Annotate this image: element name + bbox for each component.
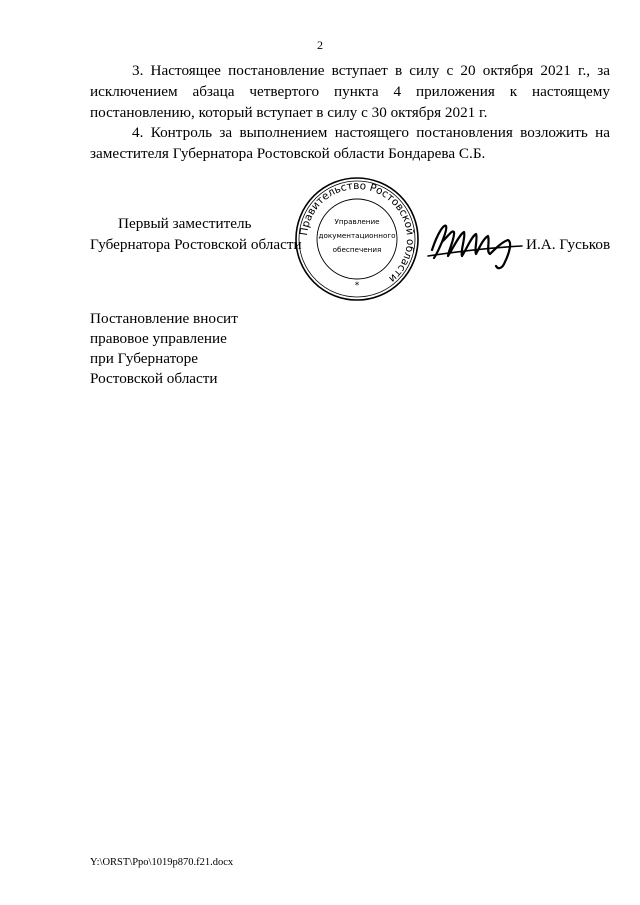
paragraph-4: 4. Контроль за выполнением настоящего постановления возложить на заместителя Губернатора Ростовской области Бондарева С.Б. (90, 124, 610, 162)
handwritten-signature (424, 212, 524, 272)
note-line-4: Ростовской области (90, 370, 218, 387)
position-line-1: Первый заместитель (118, 215, 252, 232)
note-line-1: Постановление вносит (90, 310, 238, 327)
signatory-name: И.А. Гуськов (526, 236, 611, 253)
file-path: Y:\ORST\Ppo\1019p870.f21.docx (90, 857, 234, 868)
submitted-by-note (90, 309, 238, 389)
seal-star: * (354, 281, 360, 291)
seal-inner-line-1: Управление (334, 217, 380, 226)
seal-inner-line-2: документационного (318, 231, 396, 240)
signatory-position (90, 213, 302, 255)
note-line-2: правовое управление (90, 330, 227, 347)
page-number: 2 (317, 38, 323, 52)
note-line-3: при Губернаторе (90, 350, 198, 367)
official-seal (294, 176, 420, 302)
seal-outer-text: Правительство Ростовской области (298, 179, 417, 285)
seal-inner-line-3: обеспечения (332, 245, 382, 254)
paragraph-3: 3. Настоящее постановление вступает в силу с 20 октября 2021 г., за исключением абзаца четвертого пункта 4 приложения к настоящему постановлению, который вступает в силу с 30 октября 2021 г. (90, 62, 610, 121)
position-line-2: Губернатора Ростовской области (90, 236, 302, 253)
